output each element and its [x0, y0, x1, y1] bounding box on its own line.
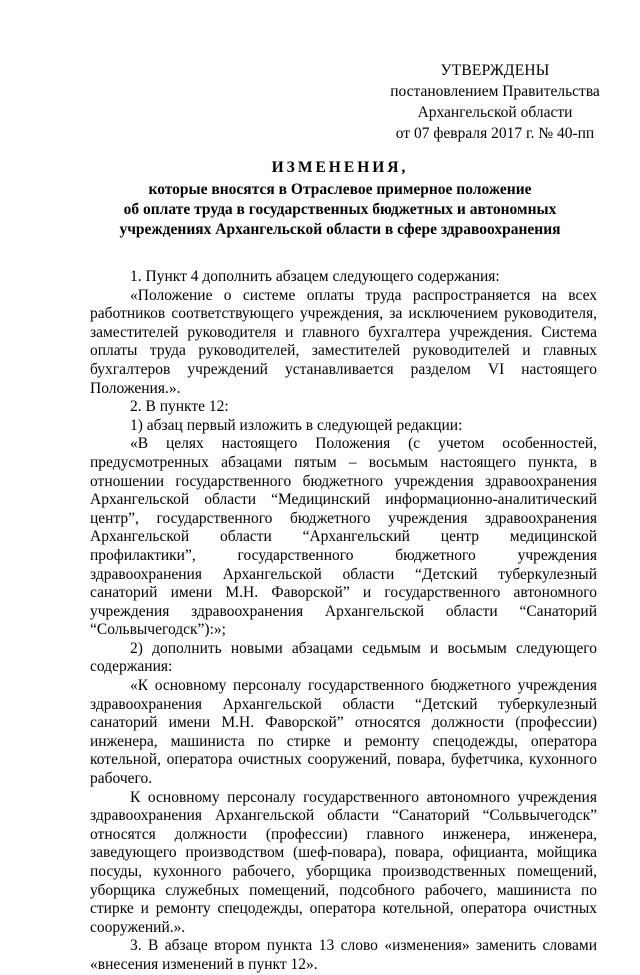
approval-line-1: постановлением Правительства — [390, 83, 600, 100]
paragraph: 3. В абзаце втором пункта 13 слово «изменения» заменить словами «внесения изменений в пункт 12». — [90, 937, 597, 973]
paragraph: «Положение о системе оплаты труда распространяется на всех работников соответствующего учреждения, за исключением руководителя, заместителей руководителя и главного бухгалтера учреждения. Система оплаты труда руководителей, заместителей руководителей и главных бухгалтеров учреждений устанавливается разделом VI настоящего Положения.». — [90, 286, 597, 397]
paragraph: «К основному персоналу государственного бюджетного учреждения здравоохранения Архангельской области “Детский туберкулезный санаторий имени М.Н. Фаворской” относятся должности (профессии) инженера, машиниста по стирке и ремонту спецодежды, оператора котельной, оператора очистных сооружений, повара, буфетчика, кухонного рабочего. — [90, 677, 597, 788]
paragraph: «В целях настоящего Положения (с учетом особенностей, предусмотренных абзацами пятым – восьмым настоящего пункта, в отношении государственного бюджетного учреждения здравоохранения Архангельской области “Медицинский информационно-аналитический центр”, государственного бюджетного учреждения здравоохранения Архангельской области “Архангельский центр медицинской профилактики”, государственного бюджетного учреждения здравоохранения Архангельской области “Детский туберкулезный санаторий имени М.Н. Фаворской” и государственного автономного учреждения здравоохранения Архангельской области “Санаторий “Сольвычегодск”):»; — [90, 435, 597, 639]
title-line-2: об оплате труда в государственных бюджетных и автономных — [123, 201, 557, 218]
document-title — [60, 158, 620, 240]
paragraph: 1) абзац первый изложить в следующей редакции: — [130, 416, 463, 434]
approval-block — [380, 60, 610, 144]
document-body — [90, 268, 597, 975]
title-line-3: учреждениях Архангельской области в сфере здравоохранения — [119, 221, 561, 238]
paragraph: 1. Пункт 4 дополнить абзацем следующего содержания: — [130, 268, 500, 285]
approval-line-2: Архангельской области — [417, 104, 573, 121]
paragraph: К основному персоналу государственного автономного учреждения здравоохранения Архангельской области “Санаторий “Сольвычегодск” относятся должности (профессии) главного инженера, инженера, заведующего производством (шеф-повара), повара, официанта, мойщика посуды, кухонного рабочего, уборщика производственных помещений, уборщика служебных помещений, подсобного рабочего, машиниста по стирке и ремонту спецодежды, оператора котельной, оператора очистных сооружений.». — [90, 788, 597, 936]
approval-heading: УТВЕРЖДЕНЫ — [440, 62, 550, 79]
title-line-1: которые вносятся в Отраслевое примерное положение — [148, 181, 532, 198]
approval-line-3: от 07 февраля 2017 г. № 40-пп — [395, 125, 595, 142]
title-main: ИЗМЕНЕНИЯ, — [271, 159, 409, 176]
paragraph: 2) дополнить новыми абзацами седьмым и восьмым следующего содержания: — [90, 639, 597, 676]
paragraph: 2. В пункте 12: — [130, 398, 229, 416]
